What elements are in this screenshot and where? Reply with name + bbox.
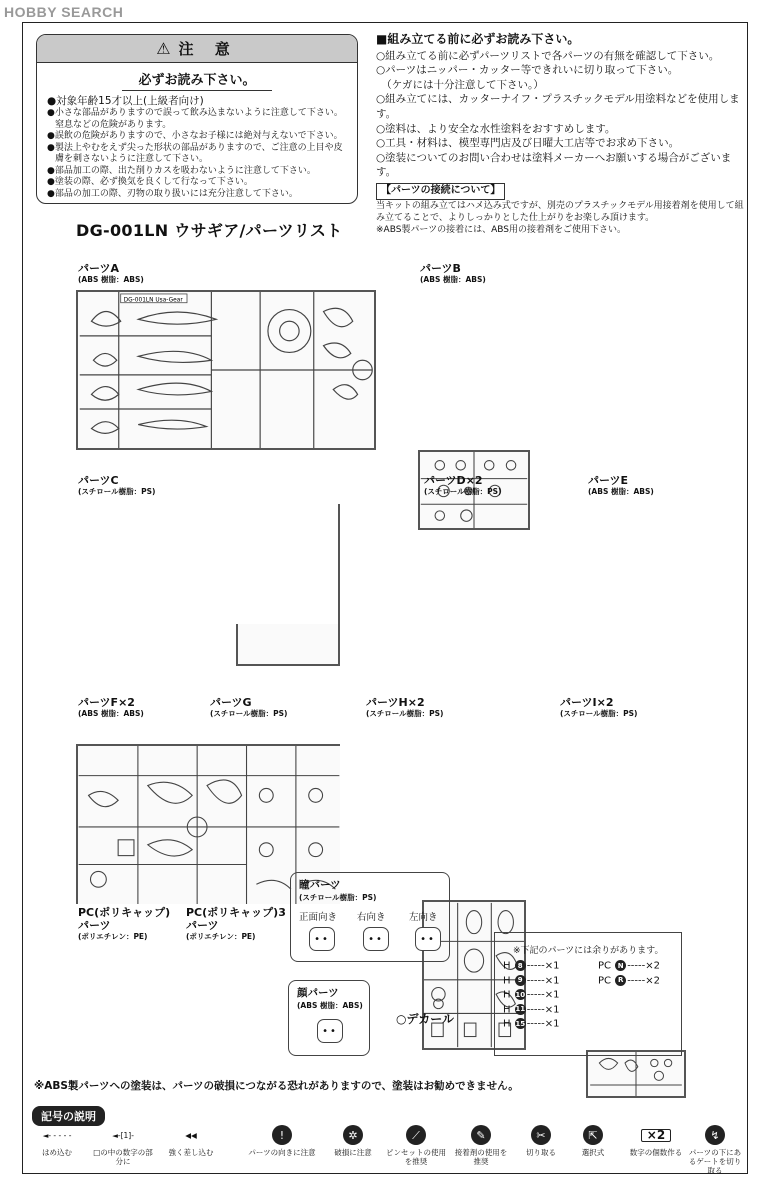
- warning-box: [36, 34, 358, 204]
- warning-list: [37, 95, 357, 200]
- legend-text: □の中の数字の部分に: [93, 1148, 153, 1166]
- spare-row: [598, 1018, 678, 1030]
- spare-part-number: 8: [515, 960, 526, 971]
- legend-text: 強く差し込む: [168, 1148, 214, 1157]
- instruction-line: ○塗装についてのお問い合わせは塗料メーカーへお願いする場合がございます。: [376, 151, 732, 179]
- part-label: パーツB: [420, 262, 461, 275]
- warning-header: [37, 35, 357, 63]
- part-label: パーツI×2: [560, 696, 614, 709]
- parts-g-header: [210, 696, 287, 720]
- warning-item: ●部品の加工の際、刃物の取り扱いには充分注意して下さい。: [47, 188, 298, 199]
- legend-item: [90, 1122, 156, 1166]
- spare-part-number: R: [615, 975, 626, 986]
- connection-line: ※ABS製パーツの接着には、ABS用の接着剤をご使用下さい。: [376, 224, 626, 235]
- part-label-2: パーツ: [186, 919, 219, 932]
- instructions-heading: ■組み立てる前に必ずお読み下さい。: [376, 32, 580, 46]
- parts-f-header: [78, 696, 144, 720]
- part-material: (ABS 樹脂：ABS): [78, 275, 144, 284]
- legend-text: 選択式: [581, 1148, 605, 1157]
- part-material: (スチロール樹脂：PS): [366, 709, 444, 718]
- warning-triangle-icon: ⚠: [156, 39, 171, 58]
- spare-row: [598, 975, 678, 987]
- pupil-material: (スチロール樹脂：PS): [299, 893, 377, 902]
- pupil-front: ••: [309, 927, 335, 951]
- legend-item: [160, 1122, 222, 1157]
- pupil-front-label: 正面向き: [299, 912, 338, 923]
- pupil-left: ••: [415, 927, 441, 951]
- spare-row: [503, 1018, 598, 1030]
- runner-c-tab: [236, 624, 340, 666]
- abs-paint-note: ※ABS製パーツへの塗装は、パーツの破損につながる恐れがありますので、塗装はお勧めできません。: [34, 1080, 519, 1092]
- spare-part-number: N: [615, 960, 626, 971]
- spare-part-qty: -----×2: [627, 975, 660, 986]
- connection-line: 当キットの組み立てはハメ込み式ですが、別売のプラスチックモデル用接着剤を使用して組み立てることで、よりしっかりとした仕上がりをお楽しみ頂けます。: [376, 200, 744, 223]
- spare-part-qty: -----×1: [526, 1018, 560, 1030]
- spare-part-prefix: H: [503, 975, 514, 986]
- instruction-line: ○パーツはニッパー・カッター等できれいに切り取って下さい。: [376, 64, 679, 77]
- part-label: パーツF×2: [78, 696, 135, 709]
- part-label: パーツD×2: [424, 474, 483, 487]
- part-material: (ポリエチレン：PE): [78, 932, 148, 941]
- legend-symbol-icon: ✎: [452, 1122, 510, 1148]
- symbol-legend: [24, 1122, 744, 1174]
- spare-title: ※下記のパーツには余りがあります。: [513, 946, 664, 956]
- legend-symbol-icon: ✲: [324, 1122, 382, 1148]
- pupil-left-label: 左向き: [409, 912, 438, 923]
- legend-item: [30, 1122, 84, 1157]
- runner-a-drawing: [78, 292, 374, 448]
- legend-item: [324, 1122, 382, 1157]
- part-material: (スチロール樹脂：PS): [210, 709, 288, 718]
- instruction-line: ○組み立てには、カッターナイフ・プラスチックモデル用塗料などを使用します。: [376, 93, 740, 120]
- parts-b-header: [420, 262, 486, 286]
- warning-title: 注 意: [178, 40, 238, 58]
- legend-text: 数字の個数作る: [629, 1148, 683, 1157]
- legend-symbol-icon: ×2: [628, 1122, 684, 1148]
- runner-c-edge: [338, 504, 340, 624]
- pc-parts-header: [78, 906, 170, 943]
- instruction-line: ○組み立てる前に必ずパーツリストで各パーツの有無を確認して下さい。: [376, 49, 720, 62]
- spare-part-prefix: PC: [598, 960, 615, 972]
- spare-part-number: 10: [515, 990, 526, 999]
- spare-part-qty: -----×1: [526, 975, 560, 986]
- legend-text: はめ込む: [42, 1148, 72, 1157]
- spare-part-qty: -----×1: [526, 1004, 560, 1015]
- spare-row: [598, 960, 678, 972]
- pupil-right: ••: [363, 927, 389, 951]
- instruction-line: （ケガには十分注意して下さい。）: [376, 78, 544, 91]
- warning-item: ●小さな部品がありますので誤って飲み込まないように注意して下さい。窒息などの危険があります。: [47, 108, 343, 130]
- pupil-right-label: 右向き: [357, 912, 386, 923]
- decal-label: ○デカール: [396, 1012, 454, 1026]
- spare-row: [503, 960, 598, 972]
- legend-symbol-icon: ◀◀: [185, 1130, 197, 1140]
- spare-part-prefix: H: [503, 1004, 514, 1015]
- legend-text: ピンセットの使用を推奨: [386, 1148, 446, 1166]
- legend-item: [516, 1122, 566, 1157]
- parts-e-header: [588, 474, 654, 498]
- part-label: パーツG: [210, 696, 252, 709]
- spare-part-number: 11: [515, 1005, 526, 1013]
- legend-symbol-icon: ◄-[1]-: [112, 1130, 134, 1140]
- legend-item: [628, 1122, 684, 1157]
- legend-symbol-icon: !: [244, 1122, 320, 1148]
- connection-heading: 【パーツの接続について】: [376, 183, 505, 200]
- legend-symbol-icon: ◄- - - - -: [42, 1130, 72, 1140]
- legend-text: パーツの向きに注意: [248, 1148, 316, 1157]
- watermark: HOBBY SEARCH: [4, 4, 124, 20]
- pc3-parts-header: [186, 906, 286, 943]
- legend-item: [386, 1122, 446, 1166]
- spare-part-prefix: H: [503, 989, 514, 1001]
- legend-text: パーツの下にあるゲートを切り取る: [688, 1148, 742, 1175]
- parts-i-header: [560, 696, 637, 720]
- runner-a-tag: DG-001LN Usa-Gear: [123, 297, 183, 304]
- legend-item: [452, 1122, 510, 1166]
- part-material: (ABS 樹脂：ABS): [78, 709, 144, 718]
- spare-parts-box: [494, 932, 682, 1056]
- legend-symbol-icon: ⇱: [568, 1122, 618, 1148]
- runner-e: [586, 1050, 686, 1098]
- warning-item: ●対象年齢15才以上(上級者向け): [47, 95, 204, 107]
- page-title: DG-001LN ウサギア/パーツリスト: [76, 221, 343, 240]
- legend-text: 接着剤の使用を推奨: [454, 1148, 508, 1166]
- part-label: パーツA: [78, 262, 120, 275]
- part-label: パーツE: [588, 474, 629, 487]
- legend-text: 切り取る: [526, 1148, 556, 1157]
- legend-symbol-icon: ✂: [516, 1122, 566, 1148]
- parts-h-header: [366, 696, 443, 720]
- spare-row: [598, 1004, 678, 1016]
- legend-title: 記号の説明: [32, 1106, 105, 1126]
- connection-lines: [376, 200, 746, 236]
- part-label: パーツH×2: [366, 696, 425, 709]
- face-title: 顔パーツ: [297, 987, 339, 999]
- spare-part-qty: -----×2: [627, 960, 660, 972]
- spare-grid: [495, 960, 681, 1030]
- legend-item: [686, 1122, 744, 1175]
- part-label: PC(ポリキャップ): [78, 906, 171, 919]
- warning-item: ●塗装の際、必ず換気を良くして行なって下さい。: [47, 177, 253, 187]
- instruction-line: ○工具・材料は、模型専門店及び日曜大工店等でお求め下さい。: [376, 137, 680, 150]
- part-material: (ポリエチレン：PE): [186, 932, 256, 941]
- part-label-2: パーツ: [78, 919, 111, 932]
- spare-part-prefix: H: [503, 960, 514, 972]
- spare-row: [598, 989, 678, 1001]
- part-material: (スチロール樹脂：PS): [424, 487, 502, 496]
- warning-item: ●誤飲の危険がありますので、小さなお子様には絶対与えないで下さい。: [47, 131, 343, 141]
- instructions: [376, 32, 746, 236]
- warning-item: ●製法上やむをえず尖った形状の部品がありますので、ご注意の上目や皮膚を刺さないように注意して下さい。: [47, 142, 343, 164]
- spare-part-number: 15: [515, 1019, 526, 1028]
- spare-part-number: 9: [515, 975, 526, 986]
- spare-row: [503, 989, 598, 1001]
- part-material: (ABS 樹脂：ABS): [420, 275, 486, 284]
- spare-part-qty: -----×1: [526, 989, 560, 1001]
- part-material: (ABS 樹脂：ABS): [588, 487, 654, 496]
- spare-part-qty: -----×1: [526, 960, 560, 972]
- runner-a: [76, 290, 376, 450]
- parts-d-header: [424, 474, 501, 498]
- spare-part-prefix: PC: [598, 975, 615, 986]
- warning-item: ●部品加工の際、出た削りカスを吸わないように注意して下さい。: [47, 165, 316, 176]
- parts-a-header: [78, 262, 144, 286]
- spare-row: [503, 1004, 598, 1016]
- face-box: [288, 980, 370, 1056]
- legend-symbol-icon: ↯: [686, 1122, 744, 1148]
- part-label: PC(ポリキャップ)3: [186, 906, 286, 919]
- legend-item: [568, 1122, 618, 1157]
- part-material: (スチロール樹脂：PS): [560, 709, 638, 718]
- parts-c-header: [78, 474, 155, 498]
- legend-symbol-icon: ⟋: [386, 1122, 446, 1148]
- instructions-lines: [376, 49, 746, 180]
- legend-item: [244, 1122, 320, 1157]
- part-material: (スチロール樹脂：PS): [78, 487, 156, 496]
- face-material: (ABS 樹脂：ABS): [297, 1001, 363, 1010]
- legend-text: 破損に注意: [334, 1148, 372, 1157]
- spare-row: [503, 975, 598, 987]
- part-label: パーツC: [78, 474, 119, 487]
- pupil-title: 瞳パーツ: [299, 879, 341, 891]
- warning-subtitle: 必ずお読み下さい。: [122, 69, 272, 91]
- pupil-box: [290, 872, 450, 962]
- instruction-line: ○塗料は、より安全な水性塗料をおすすめします。: [376, 122, 616, 135]
- face-part: ••: [317, 1019, 343, 1043]
- spare-part-prefix: H: [503, 1018, 514, 1030]
